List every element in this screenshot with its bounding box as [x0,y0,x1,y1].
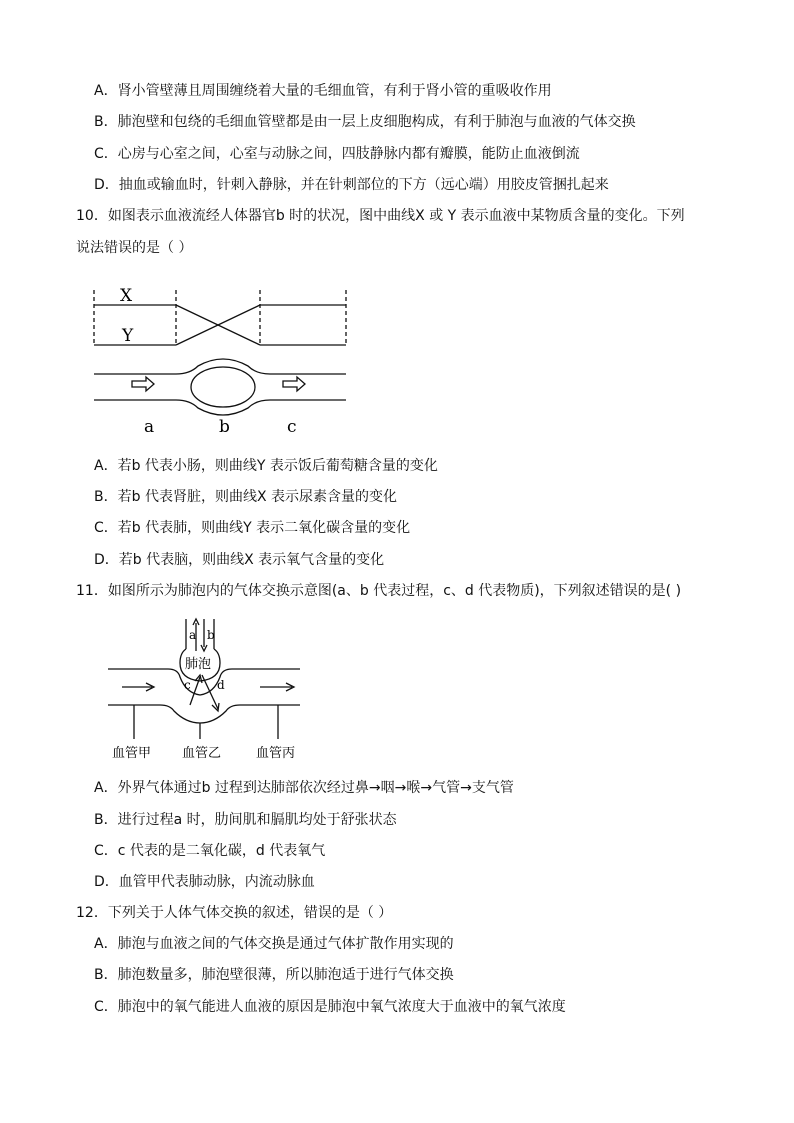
q10-label-c: c [287,417,297,437]
q12-stem: 12．下列关于人体气体交换的叙述，错误的是（ ） [76,905,393,921]
q11-option-c: C．c 代表的是二氧化碳，d 代表氧气 [94,843,326,859]
q11-label-d: d [217,678,225,692]
q9-option-d: D．抽血或输血时，针刺入静脉，并在针刺部位的下方（远心端）用胶皮管捆扎起来 [94,177,609,193]
q9-option-b: B．肺泡壁和包绕的毛细血管壁都是由一层上皮细胞构成，有利于肺泡与血液的气体交换 [94,114,636,130]
q11-label-c: c [184,678,191,692]
q10-label-x: X [120,286,133,306]
q9-option-a: A．肾小管壁薄且周围缠绕着大量的毛细血管，有利于肾小管的重吸收作用 [94,83,552,99]
q11-label-b: b [207,628,215,642]
q10-label-y: Y [122,326,134,346]
q11-label-vessel-3: 血管丙 [256,746,296,761]
q10-option-c: C．若b 代表肺，则曲线Y 表示二氧化碳含量的变化 [94,520,411,536]
q10-label-a: a [144,417,155,437]
q11-option-b: B．进行过程a 时，肋间肌和膈肌均处于舒张状态 [94,812,397,828]
q12-option-c: C．肺泡中的氧气能进人血液的原因是肺泡中氧气浓度大于血液中的氧气浓度 [94,999,566,1015]
q11-option-a: A．外界气体通过b 过程到达肺部依次经过鼻→咽→喉→气管→支气管 [94,780,514,796]
q11-stem: 11．如图所示为肺泡内的气体交换示意图(a、b 代表过程，c、d 代表物质)，下列叙述错误的是( ) [76,583,682,599]
q9-option-c: C．心房与心室之间，心室与动脉之间，四肢静脉内都有瓣膜，能防止血液倒流 [94,146,580,162]
q10-option-b: B．若b 代表肾脏，则曲线X 表示尿素含量的变化 [94,489,397,505]
q11-figure [100,615,330,765]
q10-label-b: b [219,417,230,437]
q10-option-d: D．若b 代表脑，则曲线X 表示氧气含量的变化 [94,552,385,568]
q11-label-alveolus: 肺泡 [185,657,212,672]
q10-option-a: A．若b 代表小肠，则曲线Y 表示饭后葡萄糖含量的变化 [94,458,438,474]
q11-option-d: D．血管甲代表肺动脉，内流动脉血 [94,874,315,890]
q11-label-vessel-2: 血管乙 [182,746,222,761]
q12-option-b: B．肺泡数量多，肺泡壁很薄，所以肺泡适于进行气体交换 [94,967,454,983]
q11-label-a: a [189,628,197,642]
q12-option-a: A．肺泡与血液之间的气体交换是通过气体扩散作用实现的 [94,936,454,952]
q10-figure [80,278,370,443]
q11-label-vessel-1: 血管甲 [112,746,152,761]
q10-stem-line2: 说法错误的是（ ） [76,240,193,256]
q10-stem-line1: 10．如图表示血液流经人体器官b 时的状况，图中曲线X 或 Y 表示血液中某物质含量的变化。下列 [76,208,685,224]
